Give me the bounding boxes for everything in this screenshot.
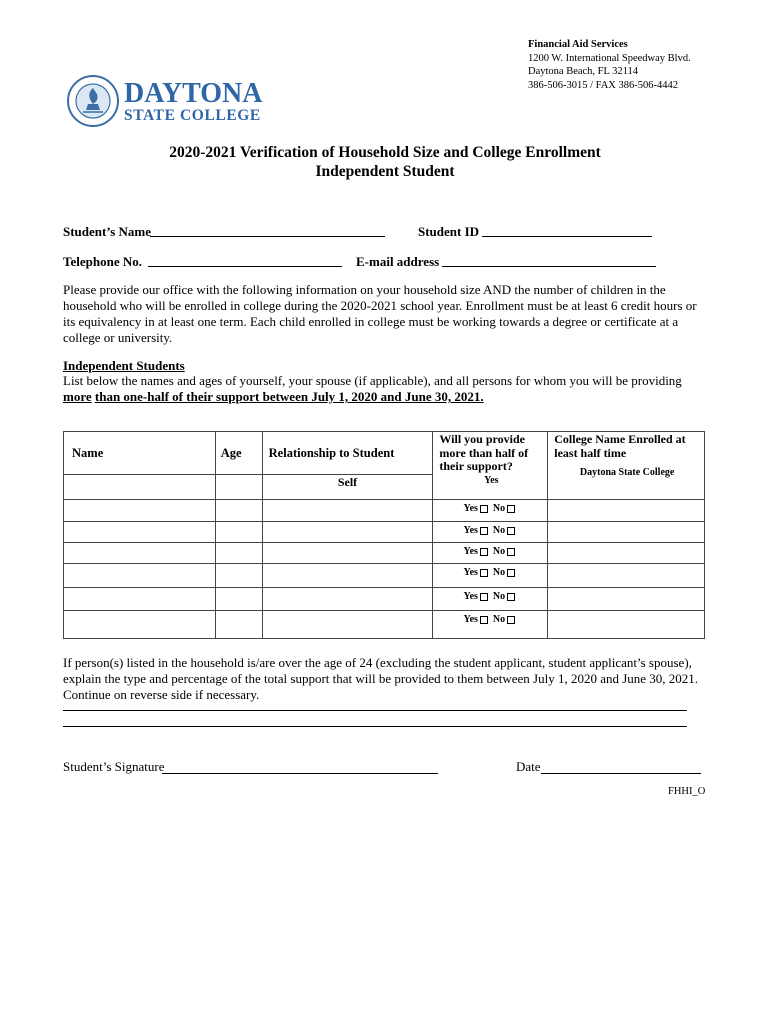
telephone-field[interactable] xyxy=(148,266,342,267)
email-label: E-mail address xyxy=(356,254,440,269)
explanation-line-1[interactable] xyxy=(63,710,687,711)
signature-field[interactable] xyxy=(162,773,438,774)
no-checkbox-icon[interactable] xyxy=(507,505,515,513)
self-college-value: Daytona State College xyxy=(579,467,675,478)
table-row xyxy=(64,522,705,543)
independent-text-start: List below the names and ages of yourself, your spouse (if applicable), and all persons for whom you will be providing xyxy=(63,373,682,388)
support-yes-no xyxy=(433,588,548,611)
support-yes-no xyxy=(433,522,548,543)
yes-checkbox-icon[interactable] xyxy=(480,527,488,535)
relationship-cell[interactable] xyxy=(262,500,433,522)
office-phone: 386-506-3015 / FAX 386-506-4442 xyxy=(528,79,679,91)
yes-option-label: Yes xyxy=(463,614,478,625)
explanation-line-2[interactable] xyxy=(63,726,687,727)
student-id-field[interactable] xyxy=(482,236,652,237)
no-checkbox-icon[interactable] xyxy=(507,569,515,577)
no-option-label: No xyxy=(492,503,506,514)
yes-option-label: Yes xyxy=(463,567,478,578)
college-cell[interactable] xyxy=(548,543,705,564)
household-table xyxy=(63,431,705,639)
college-cell[interactable] xyxy=(548,522,705,543)
yes-checkbox-icon[interactable] xyxy=(480,616,488,624)
instructions-paragraph: Please provide our office with the following information on your household size AND the number of children in the household who will be enrolled in college during the 2020-2021 school year. Enrollment must be at least 6 credit hours or its equivalency in at least one term. Each child enrolled in college must be working towards a degree or certificate at a college or university. xyxy=(63,282,697,345)
age-cell[interactable] xyxy=(215,543,262,564)
self-support-value: Yes xyxy=(484,474,499,486)
independent-text-end: than one-half of their support between July 1, 2020 and June 30, 2021. xyxy=(94,389,484,404)
office-name: Financial Aid Services xyxy=(528,39,628,50)
header-support-text: Will you provide more than half of their support? xyxy=(439,432,529,473)
telephone-label: Telephone No. xyxy=(63,254,142,269)
college-cell[interactable] xyxy=(548,611,705,639)
no-checkbox-icon[interactable] xyxy=(507,548,515,556)
yes-option-label: Yes xyxy=(463,525,478,536)
yes-checkbox-icon[interactable] xyxy=(480,505,488,513)
office-address-line2: Daytona Beach, FL 32114 xyxy=(528,66,639,77)
logo-line2: STATE COLLEGE xyxy=(124,107,261,124)
college-cell[interactable] xyxy=(548,564,705,588)
yes-checkbox-icon[interactable] xyxy=(480,569,488,577)
relationship-cell[interactable] xyxy=(262,522,433,543)
office-address-block xyxy=(528,38,691,92)
name-cell[interactable] xyxy=(64,588,216,611)
yes-option-label: Yes xyxy=(463,591,478,602)
row-self-relationship: Self xyxy=(262,475,433,500)
row-self-age-cell[interactable] xyxy=(215,475,262,500)
date-label: Date xyxy=(516,759,541,774)
telephone-label-text: Telephone No xyxy=(63,254,139,269)
name-cell[interactable] xyxy=(64,522,216,543)
name-cell[interactable] xyxy=(64,543,216,564)
row-self-name-cell[interactable] xyxy=(64,475,216,500)
header-college-text: College Name Enrolled at least half time xyxy=(554,432,686,460)
relationship-cell[interactable] xyxy=(262,543,433,564)
age-cell[interactable] xyxy=(215,564,262,588)
office-address-line1: 1200 W. International Speedway Blvd. xyxy=(528,52,691,64)
support-yes-no xyxy=(433,564,548,588)
independent-heading-text: Independent Students xyxy=(63,358,185,373)
form-code: FHHI_O xyxy=(668,786,706,797)
header-relationship: Relationship to Student xyxy=(262,432,433,475)
relationship-cell[interactable] xyxy=(262,588,433,611)
no-checkbox-icon[interactable] xyxy=(507,593,515,601)
signature-label: Student’s Signature xyxy=(63,759,165,774)
age-cell[interactable] xyxy=(215,611,262,639)
yes-option-label: Yes xyxy=(463,546,478,557)
table-row xyxy=(64,611,705,639)
age-cell[interactable] xyxy=(215,522,262,543)
independent-heading xyxy=(63,358,711,374)
student-name-label: Student’s Name xyxy=(63,224,151,239)
student-name-field[interactable] xyxy=(150,236,385,237)
table-row xyxy=(64,588,705,611)
relationship-cell[interactable] xyxy=(262,564,433,588)
table-row xyxy=(64,500,705,522)
logo-line1: DAYTONA xyxy=(124,78,263,109)
no-option-label: No xyxy=(492,567,506,578)
support-yes-no xyxy=(433,543,548,564)
student-id-label: Student ID xyxy=(418,224,480,239)
age-cell[interactable] xyxy=(215,500,262,522)
header-support xyxy=(433,432,548,500)
form-title: 2020-2021 Verification of Household Size and College Enrollment xyxy=(169,144,601,161)
header-college xyxy=(548,432,705,500)
support-yes-no xyxy=(433,611,548,639)
no-option-label: No xyxy=(492,614,506,625)
college-cell[interactable] xyxy=(548,500,705,522)
over24-paragraph: If person(s) listed in the household is/are over the age of 24 (excluding the student applicant, student applicant’s spouse), explain the type and percentage of the total support that will be provided to them between July 1, 2020 and June 30, 2021. Continue on reverse side if necessary. xyxy=(63,655,699,702)
yes-checkbox-icon[interactable] xyxy=(480,548,488,556)
date-field[interactable] xyxy=(541,773,701,774)
name-cell[interactable] xyxy=(64,500,216,522)
college-logo xyxy=(66,74,281,128)
no-checkbox-icon[interactable] xyxy=(507,527,515,535)
relationship-cell[interactable] xyxy=(262,611,433,639)
yes-checkbox-icon[interactable] xyxy=(480,593,488,601)
no-option-label: No xyxy=(492,591,506,602)
yes-option-label: Yes xyxy=(463,503,478,514)
name-cell[interactable] xyxy=(64,564,216,588)
college-cell[interactable] xyxy=(548,588,705,611)
name-cell[interactable] xyxy=(64,611,216,639)
table-header-row xyxy=(64,432,705,475)
independent-text xyxy=(63,373,711,405)
table-row xyxy=(64,564,705,588)
age-cell[interactable] xyxy=(215,588,262,611)
support-yes-no xyxy=(433,500,548,522)
no-option-label: No xyxy=(492,546,506,557)
no-option-label: No xyxy=(492,525,506,536)
form-subtitle: Independent Student xyxy=(315,163,455,180)
email-field[interactable] xyxy=(442,266,656,267)
college-seal-icon xyxy=(66,74,281,128)
no-checkbox-icon[interactable] xyxy=(507,616,515,624)
independent-text-more: more xyxy=(63,389,92,404)
header-age: Age xyxy=(215,432,262,475)
header-name: Name xyxy=(64,432,216,475)
table-row xyxy=(64,543,705,564)
